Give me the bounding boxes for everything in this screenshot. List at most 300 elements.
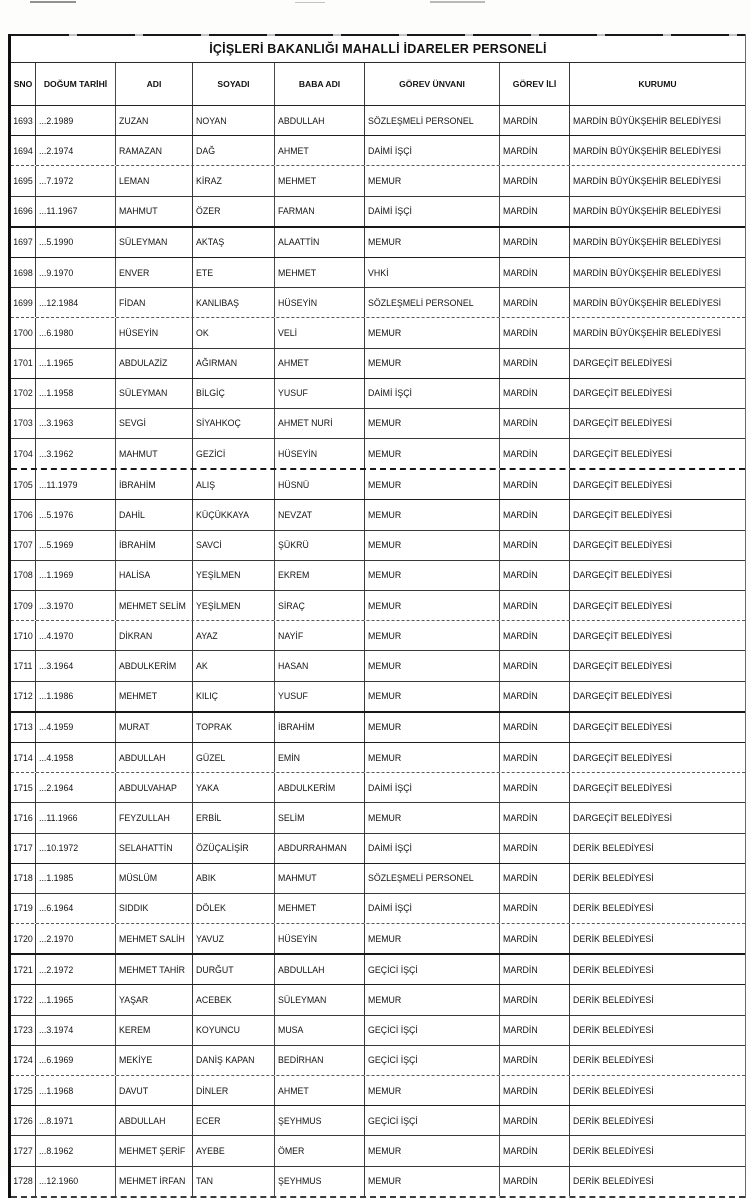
cell-kurumu: DARGEÇİT BELEDİYESİ [573, 570, 673, 581]
table-row [11, 1106, 745, 1136]
cell-adi: ABDULAZİZ [116, 349, 193, 378]
cell-adi: MEHMET SELİM [116, 591, 193, 620]
cell-dogum-tarihi: ...2.1972 [36, 955, 116, 984]
cell-gorev-ili: MARDİN [500, 1046, 570, 1075]
cell-baba-adi: SİRAÇ [275, 591, 365, 620]
cell-soyadi: ABIK [193, 864, 275, 893]
table-row [11, 924, 745, 955]
cell-sno: 1708 [11, 561, 36, 590]
cell-baba-adi: AHMET [275, 349, 365, 378]
cell-baba-adi: İBRAHİM [275, 713, 365, 742]
cell-kurumu: DARGEÇİT BELEDİYESİ [573, 752, 673, 763]
cell-gorev-ili: MARDİN [500, 682, 570, 711]
cell-soyadi: ECER [193, 1106, 275, 1135]
table-row [11, 651, 745, 681]
cell-soyadi: ALIŞ [193, 470, 275, 499]
cell-dogum-tarihi: ...4.1959 [36, 713, 116, 742]
cell-kurumu: MARDİN BÜYÜKŞEHİR BELEDİYESİ [573, 267, 722, 278]
cell-soyadi: KÜÇÜKKAYA [193, 500, 275, 529]
cell-dogum-tarihi: ...1.1965 [36, 349, 116, 378]
cell-dogum-tarihi: ...3.1970 [36, 591, 116, 620]
cell-gorev-ili: MARDİN [500, 197, 570, 226]
cell-baba-adi: ŞEYHMUS [275, 1106, 365, 1135]
cell-dogum-tarihi: ...12.1960 [36, 1167, 116, 1196]
cell-soyadi: OK [193, 318, 275, 347]
cell-soyadi: DİNLER [193, 1076, 275, 1105]
cell-gorev-ili: MARDİN [500, 228, 570, 257]
cell-soyadi: KOYUNCU [193, 1016, 275, 1045]
cell-gorev-unvani: DAİMİ İŞÇİ [365, 894, 500, 923]
cell-dogum-tarihi: ...2.1964 [36, 773, 116, 802]
cell-gorev-ili: MARDİN [500, 924, 570, 953]
cell-kurumu: DARGEÇİT BELEDİYESİ [573, 691, 673, 702]
cell-gorev-unvani: MEMUR [365, 470, 500, 499]
table-row [11, 894, 745, 924]
cell-soyadi: ÖZÜÇALİŞİR [193, 834, 275, 863]
cell-dogum-tarihi: ...2.1989 [36, 106, 116, 135]
cell-gorev-unvani: SÖZLEŞMELİ PERSONEL [365, 106, 500, 135]
cell-gorev-unvani: MEMUR [365, 1076, 500, 1105]
cell-soyadi: AKTAŞ [193, 228, 275, 257]
cell-adi: FEYZULLAH [116, 803, 193, 832]
cell-gorev-unvani: DAİMİ İŞÇİ [365, 834, 500, 863]
cell-gorev-ili: MARDİN [500, 166, 570, 195]
cell-dogum-tarihi: ...3.1974 [36, 1016, 116, 1045]
cell-gorev-unvani: MEMUR [365, 349, 500, 378]
cell-kurumu: DARGEÇİT BELEDİYESİ [573, 448, 673, 459]
cell-gorev-ili: MARDİN [500, 773, 570, 802]
cell-kurumu: MARDİN BÜYÜKŞEHİR BELEDİYESİ [573, 327, 722, 338]
cell-gorev-unvani: MEMUR [365, 500, 500, 529]
cell-dogum-tarihi: ...11.1966 [36, 803, 116, 832]
cell-gorev-unvani: GEÇİCİ İŞÇİ [365, 1106, 500, 1135]
cell-sno: 1723 [11, 1016, 36, 1045]
cell-baba-adi: NEVZAT [275, 500, 365, 529]
cell-sno: 1718 [11, 864, 36, 893]
table-row [11, 166, 745, 196]
cell-baba-adi: MUSA [275, 1016, 365, 1045]
cell-soyadi: AYAZ [193, 621, 275, 650]
cell-gorev-ili: MARDİN [500, 318, 570, 347]
cell-sno: 1712 [11, 682, 36, 711]
cell-sno: 1694 [11, 136, 36, 165]
cell-dogum-tarihi: ...3.1963 [36, 409, 116, 438]
cell-dogum-tarihi: ...1.1969 [36, 561, 116, 590]
cell-adi: HÜSEYİN [116, 318, 193, 347]
cell-dogum-tarihi: ...1.1968 [36, 1076, 116, 1105]
table-row [11, 470, 745, 500]
cell-gorev-unvani: DAİMİ İŞÇİ [365, 773, 500, 802]
cell-soyadi: TAN [193, 1167, 275, 1196]
table-row [11, 621, 745, 651]
cell-soyadi: ETE [193, 258, 275, 287]
column-header-dogum-tarihi: DOĞUM TARİHİ [36, 63, 116, 105]
cell-gorev-unvani: MEMUR [365, 743, 500, 772]
cell-dogum-tarihi: ...6.1964 [36, 894, 116, 923]
cell-gorev-ili: MARDİN [500, 1136, 570, 1165]
cell-soyadi: SAVCİ [193, 531, 275, 560]
cell-gorev-unvani: DAİMİ İŞÇİ [365, 379, 500, 408]
cell-dogum-tarihi: ...3.1964 [36, 651, 116, 680]
cell-baba-adi: AHMET [275, 1076, 365, 1105]
cell-gorev-unvani: MEMUR [365, 985, 500, 1014]
cell-sno: 1693 [11, 106, 36, 135]
cell-baba-adi: AHMET NURİ [275, 409, 365, 438]
table-row [11, 561, 745, 591]
table-row [11, 1167, 745, 1198]
cell-gorev-ili: MARDİN [500, 136, 570, 165]
cell-gorev-ili: MARDİN [500, 803, 570, 832]
cell-baba-adi: HASAN [275, 651, 365, 680]
cell-dogum-tarihi: ...5.1990 [36, 228, 116, 257]
cell-dogum-tarihi: ...1.1986 [36, 682, 116, 711]
cell-adi: DİKRAN [116, 621, 193, 650]
cell-soyadi: AK [193, 651, 275, 680]
cell-gorev-ili: MARDİN [500, 621, 570, 650]
cell-kurumu: DERİK BELEDİYESİ [573, 1085, 654, 1096]
cell-kurumu: DARGEÇİT BELEDİYESİ [573, 479, 673, 490]
cell-gorev-unvani: GEÇİCİ İŞÇİ [365, 955, 500, 984]
cell-soyadi: KİRAZ [193, 166, 275, 195]
cell-adi: ABDULLAH [116, 743, 193, 772]
cell-sno: 1726 [11, 1106, 36, 1135]
cell-adi: MEHMET İRFAN [116, 1167, 193, 1196]
cell-sno: 1728 [11, 1167, 36, 1196]
cell-adi: MEHMET [116, 682, 193, 711]
cell-kurumu: DARGEÇİT BELEDİYESİ [573, 600, 673, 611]
cell-gorev-ili: MARDİN [500, 349, 570, 378]
cell-baba-adi: ŞEYHMUS [275, 1167, 365, 1196]
cell-baba-adi: SÜLEYMAN [275, 985, 365, 1014]
cell-kurumu: MARDİN BÜYÜKŞEHİR BELEDİYESİ [573, 145, 722, 156]
cell-baba-adi: HÜSEYİN [275, 439, 365, 468]
cell-dogum-tarihi: ...1.1985 [36, 864, 116, 893]
cell-kurumu: MARDİN BÜYÜKŞEHİR BELEDİYESİ [573, 115, 722, 126]
column-header-kurumu: KURUMU [638, 79, 677, 89]
cell-baba-adi: EMİN [275, 743, 365, 772]
cell-gorev-unvani: DAİMİ İŞÇİ [365, 197, 500, 226]
cell-adi: MEHMET ŞERİF [116, 1136, 193, 1165]
cell-dogum-tarihi: ...9.1970 [36, 258, 116, 287]
cell-baba-adi: SELİM [275, 803, 365, 832]
cell-dogum-tarihi: ...4.1970 [36, 621, 116, 650]
cell-soyadi: YAVUZ [193, 924, 275, 953]
cell-gorev-ili: MARDİN [500, 106, 570, 135]
cell-gorev-unvani: MEMUR [365, 682, 500, 711]
cell-sno: 1698 [11, 258, 36, 287]
cell-adi: RAMAZAN [116, 136, 193, 165]
cell-kurumu: DERİK BELEDİYESİ [573, 933, 654, 944]
table-row [11, 803, 745, 833]
cell-gorev-unvani: MEMUR [365, 439, 500, 468]
cell-adi: ABDULKERİM [116, 651, 193, 680]
cell-adi: SEVGİ [116, 409, 193, 438]
cell-gorev-unvani: MEMUR [365, 531, 500, 560]
cell-sno: 1710 [11, 621, 36, 650]
cell-adi: SELAHATTİN [116, 834, 193, 863]
cell-gorev-ili: MARDİN [500, 258, 570, 287]
cell-kurumu: DERİK BELEDİYESİ [573, 843, 654, 854]
column-header-gorev-ili: GÖREV İLİ [500, 63, 570, 105]
cell-soyadi: YEŞİLMEN [193, 591, 275, 620]
cell-baba-adi: AHMET [275, 136, 365, 165]
cell-kurumu: DARGEÇİT BELEDİYESİ [573, 722, 673, 733]
scan-artifact [30, 1, 76, 3]
cell-baba-adi: NAYİF [275, 621, 365, 650]
cell-gorev-ili: MARDİN [500, 500, 570, 529]
cell-kurumu: DARGEÇİT BELEDİYESİ [573, 540, 673, 551]
cell-adi: MÜSLÜM [116, 864, 193, 893]
cell-adi: İBRAHİM [116, 531, 193, 560]
cell-kurumu: DERİK BELEDİYESİ [573, 1176, 654, 1187]
cell-adi: DAHİL [116, 500, 193, 529]
cell-soyadi: BİLGİÇ [193, 379, 275, 408]
cell-sno: 1711 [11, 651, 36, 680]
cell-sno: 1702 [11, 379, 36, 408]
cell-gorev-unvani: MEMUR [365, 166, 500, 195]
cell-gorev-unvani: MEMUR [365, 713, 500, 742]
cell-adi: MAHMUT [116, 439, 193, 468]
cell-adi: SIDDIK [116, 894, 193, 923]
cell-soyadi: GÜZEL [193, 743, 275, 772]
table-row [11, 682, 745, 713]
cell-baba-adi: MEHMET [275, 166, 365, 195]
cell-gorev-unvani: MEMUR [365, 1167, 500, 1196]
cell-adi: MURAT [116, 713, 193, 742]
cell-adi: ABDULLAH [116, 1106, 193, 1135]
document-title: İÇİŞLERİ BAKANLIĞI MAHALLİ İDARELER PERSONELİ [11, 36, 745, 63]
cell-gorev-ili: MARDİN [500, 651, 570, 680]
cell-gorev-ili: MARDİN [500, 985, 570, 1014]
cell-gorev-ili: MARDİN [500, 1076, 570, 1105]
cell-baba-adi: ALAATTİN [275, 228, 365, 257]
cell-gorev-ili: MARDİN [500, 743, 570, 772]
cell-sno: 1701 [11, 349, 36, 378]
cell-kurumu: DERİK BELEDİYESİ [573, 903, 654, 914]
cell-adi: KEREM [116, 1016, 193, 1045]
cell-dogum-tarihi: ...6.1969 [36, 1046, 116, 1075]
cell-soyadi: YAKA [193, 773, 275, 802]
cell-gorev-ili: MARDİN [500, 1016, 570, 1045]
table-row [11, 288, 745, 318]
cell-baba-adi: MAHMUT [275, 864, 365, 893]
table-row [11, 1136, 745, 1166]
cell-sno: 1727 [11, 1136, 36, 1165]
column-header-baba-adi: BABA ADI [275, 63, 365, 105]
cell-sno: 1700 [11, 318, 36, 347]
cell-gorev-unvani: DAİMİ İŞÇİ [365, 136, 500, 165]
cell-gorev-ili: MARDİN [500, 531, 570, 560]
cell-sno: 1709 [11, 591, 36, 620]
cell-dogum-tarihi: ...7.1972 [36, 166, 116, 195]
cell-sno: 1707 [11, 531, 36, 560]
cell-adi: YAŞAR [116, 985, 193, 1014]
cell-soyadi: DÖLEK [193, 894, 275, 923]
cell-kurumu: DARGEÇİT BELEDİYESİ [573, 630, 673, 641]
cell-kurumu: DARGEÇİT BELEDİYESİ [573, 388, 673, 399]
table-row [11, 197, 745, 228]
cell-baba-adi: YUSUF [275, 682, 365, 711]
cell-sno: 1706 [11, 500, 36, 529]
table-body [11, 106, 745, 1198]
cell-gorev-unvani: MEMUR [365, 924, 500, 953]
cell-dogum-tarihi: ...10.1972 [36, 834, 116, 863]
cell-dogum-tarihi: ...8.1971 [36, 1106, 116, 1135]
table-row [11, 379, 745, 409]
cell-adi: MEHMET TAHİR [116, 955, 193, 984]
table-row [11, 1046, 745, 1076]
cell-gorev-unvani: SÖZLEŞMELİ PERSONEL [365, 864, 500, 893]
column-header-soyadi: SOYADI [193, 63, 275, 105]
cell-gorev-ili: MARDİN [500, 409, 570, 438]
cell-gorev-ili: MARDİN [500, 379, 570, 408]
cell-adi: ZUZAN [116, 106, 193, 135]
table-row [11, 531, 745, 561]
cell-baba-adi: YUSUF [275, 379, 365, 408]
cell-dogum-tarihi: ...12.1984 [36, 288, 116, 317]
cell-sno: 1724 [11, 1046, 36, 1075]
cell-sno: 1715 [11, 773, 36, 802]
table-row [11, 591, 745, 621]
cell-gorev-unvani: MEMUR [365, 561, 500, 590]
table-row [11, 743, 745, 773]
scan-artifact [295, 2, 325, 3]
cell-baba-adi: ABDURRAHMAN [275, 834, 365, 863]
cell-gorev-ili: MARDİN [500, 470, 570, 499]
cell-kurumu: DARGEÇİT BELEDİYESİ [573, 418, 673, 429]
cell-baba-adi: MEHMET [275, 258, 365, 287]
scan-artifact [430, 1, 485, 3]
cell-gorev-ili: MARDİN [500, 955, 570, 984]
cell-gorev-unvani: GEÇİCİ İŞÇİ [365, 1046, 500, 1075]
cell-gorev-ili: MARDİN [500, 1106, 570, 1135]
cell-sno: 1704 [11, 439, 36, 468]
cell-soyadi: TOPRAK [193, 713, 275, 742]
table-row [11, 955, 745, 985]
table-row [11, 439, 745, 470]
cell-dogum-tarihi: ...5.1969 [36, 531, 116, 560]
cell-kurumu: DERİK BELEDİYESİ [573, 1025, 654, 1036]
cell-kurumu: DERİK BELEDİYESİ [573, 964, 654, 975]
cell-gorev-unvani: MEMUR [365, 621, 500, 650]
table-row [11, 1016, 745, 1046]
cell-baba-adi: ŞÜKRÜ [275, 531, 365, 560]
cell-baba-adi: ABDULLAH [275, 955, 365, 984]
cell-soyadi: ACEBEK [193, 985, 275, 1014]
table-row [11, 106, 745, 136]
table-row [11, 349, 745, 379]
cell-dogum-tarihi: ...4.1958 [36, 743, 116, 772]
column-header-gorev-unvani: GÖREV ÜNVANI [365, 63, 500, 105]
cell-sno: 1716 [11, 803, 36, 832]
cell-gorev-unvani: GEÇİCİ İŞÇİ [365, 1016, 500, 1045]
cell-sno: 1696 [11, 197, 36, 226]
cell-gorev-unvani: MEMUR [365, 803, 500, 832]
cell-dogum-tarihi: ...1.1965 [36, 985, 116, 1014]
table-row [11, 409, 745, 439]
cell-baba-adi: FARMAN [275, 197, 365, 226]
cell-kurumu: DARGEÇİT BELEDİYESİ [573, 660, 673, 671]
cell-dogum-tarihi: ...1.1958 [36, 379, 116, 408]
cell-baba-adi: ABDULLAH [275, 106, 365, 135]
cell-gorev-unvani: MEMUR [365, 1136, 500, 1165]
cell-adi: MAHMUT [116, 197, 193, 226]
cell-kurumu: DARGEÇİT BELEDİYESİ [573, 812, 673, 823]
table-row [11, 985, 745, 1015]
cell-dogum-tarihi: ...6.1980 [36, 318, 116, 347]
cell-kurumu: DERİK BELEDİYESİ [573, 1055, 654, 1066]
column-header-sno: SNO [11, 63, 36, 105]
table-row [11, 1076, 745, 1106]
cell-kurumu: MARDİN BÜYÜKŞEHİR BELEDİYESİ [573, 175, 722, 186]
cell-sno: 1720 [11, 924, 36, 953]
cell-gorev-unvani: MEMUR [365, 318, 500, 347]
cell-sno: 1714 [11, 743, 36, 772]
cell-kurumu: DARGEÇİT BELEDİYESİ [573, 510, 673, 521]
table-row [11, 713, 745, 743]
cell-soyadi: DURĞUT [193, 955, 275, 984]
cell-adi: HALİSA [116, 561, 193, 590]
cell-gorev-ili: MARDİN [500, 439, 570, 468]
cell-dogum-tarihi: ...11.1967 [36, 197, 116, 226]
table-row [11, 834, 745, 864]
cell-baba-adi: BEDİRHAN [275, 1046, 365, 1075]
table-row [11, 773, 745, 803]
cell-gorev-ili: MARDİN [500, 834, 570, 863]
table-row [11, 136, 745, 166]
cell-soyadi: AĞIRMAN [193, 349, 275, 378]
cell-adi: MEKİYE [116, 1046, 193, 1075]
cell-soyadi: DANİŞ KAPAN [193, 1046, 275, 1075]
column-header-adi: ADI [116, 63, 193, 105]
cell-dogum-tarihi: ...3.1962 [36, 439, 116, 468]
cell-baba-adi: EKREM [275, 561, 365, 590]
cell-gorev-unvani: VHKİ [365, 258, 500, 287]
cell-dogum-tarihi: ...2.1970 [36, 924, 116, 953]
cell-sno: 1699 [11, 288, 36, 317]
cell-baba-adi: HÜSEYİN [275, 288, 365, 317]
cell-gorev-unvani: MEMUR [365, 651, 500, 680]
cell-adi: LEMAN [116, 166, 193, 195]
table-row [11, 228, 745, 258]
cell-soyadi: YEŞİLMEN [193, 561, 275, 590]
cell-soyadi: ERBİL [193, 803, 275, 832]
table-row [11, 258, 745, 288]
cell-kurumu: MARDİN BÜYÜKŞEHİR BELEDİYESİ [573, 206, 722, 217]
cell-dogum-tarihi: ...8.1962 [36, 1136, 116, 1165]
cell-adi: DAVUT [116, 1076, 193, 1105]
cell-kurumu: DERİK BELEDİYESİ [573, 1145, 654, 1156]
cell-gorev-unvani: MEMUR [365, 409, 500, 438]
cell-kurumu: DERİK BELEDİYESİ [573, 873, 654, 884]
cell-gorev-ili: MARDİN [500, 591, 570, 620]
cell-gorev-ili: MARDİN [500, 288, 570, 317]
personnel-table [8, 34, 746, 1198]
cell-baba-adi: HÜSNÜ [275, 470, 365, 499]
cell-soyadi: ÖZER [193, 197, 275, 226]
cell-kurumu: MARDİN BÜYÜKŞEHİR BELEDİYESİ [573, 237, 722, 248]
table-row [11, 318, 745, 348]
cell-dogum-tarihi: ...2.1974 [36, 136, 116, 165]
cell-gorev-unvani: MEMUR [365, 591, 500, 620]
cell-sno: 1719 [11, 894, 36, 923]
cell-gorev-ili: MARDİN [500, 894, 570, 923]
cell-gorev-ili: MARDİN [500, 713, 570, 742]
cell-soyadi: KILIÇ [193, 682, 275, 711]
cell-sno: 1703 [11, 409, 36, 438]
cell-gorev-unvani: MEMUR [365, 228, 500, 257]
cell-baba-adi: MEHMET [275, 894, 365, 923]
